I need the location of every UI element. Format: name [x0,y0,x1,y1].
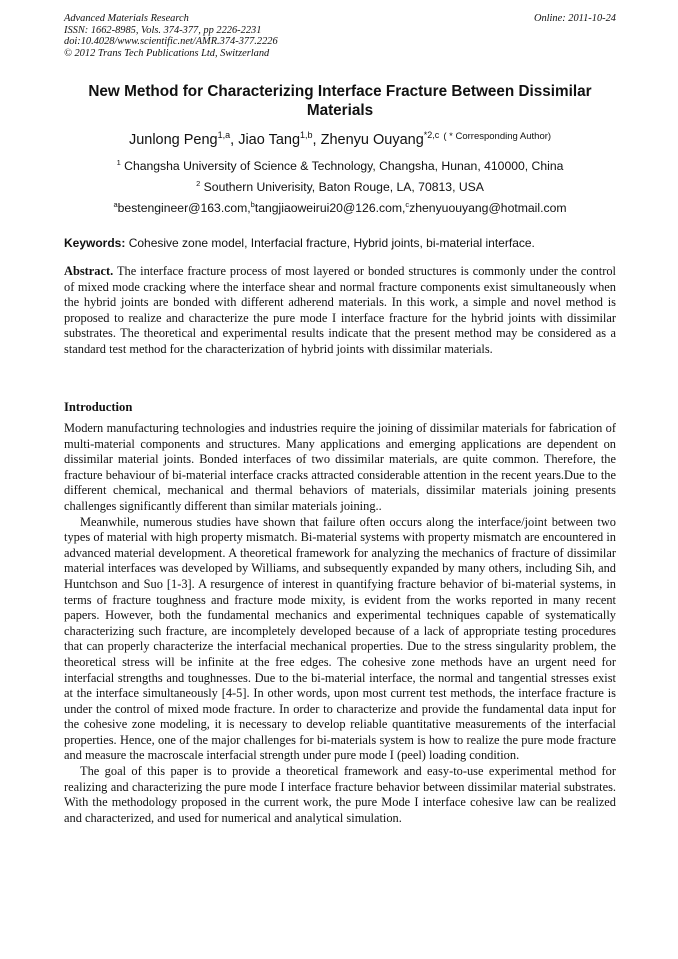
email-address: tangjiaoweirui20@126.com, [254,201,406,216]
author-name: Zhenyu Ouyang [320,131,424,148]
abstract-block [64,264,616,358]
keywords-line [64,236,616,250]
affiliation-2 [64,179,616,194]
corresponding-author-note: ( * Corresponding Author) [443,130,552,142]
abstract-text: The interface fracture process of most layered or bonded structures is commonly under the control of mixed mode cracking where the interface shear and normal fracture components exist simultaneously when the hybrid joints are bonded with different adherend materials. In this work, a simple and novel method is proposed to realize and characterize the pure mode I interface fracture for the hybrid joints with dissimilar substrates. The theoretical and experimental results indicate that the present method may be considered as a standard test method for the characterization of hybrid joints with dissimilar materials. [64,264,616,356]
affiliation-superscript: 2 [196,179,201,188]
email-address: bestengineer@163.com, [117,201,251,216]
author-superscript: 1,b [300,130,313,140]
journal-name: Advanced Materials Research [64,13,189,24]
email-superscript: b [250,200,255,209]
paragraph: The goal of this paper is to provide a theoretical framework and easy-to-use experimental method for realizing and characterizing the pure mode I interface fracture behavior between dissimilar material substrates. With the methodology proposed in the current work, the pure Mode I interface cohesive law can be realized and characterized, and used for numerical and analytical simulation. [64,764,616,825]
author-name: Jiao Tang [238,131,301,148]
doi-line: doi:10.4028/www.scientific.net/AMR.374-377.2226 [64,36,278,47]
introduction-body [64,421,616,826]
paragraph: Modern manufacturing technologies and industries require the joining of dissimilar materials for fabrication of multi-material components and structures. Many applications and emerging applications are dependent on dissimilar material joints. Bonded interfaces of two dissimilar materials, are quite common. Therefore, the fracture behaviour of bi-material interface cracks attracted considerable attention in the recent years.Due to the different chemical, mechanical and thermal behaviors of materials, dissimilar materials joining presents challenges significantly different than similar materials joining.. [64,421,616,513]
paragraph: Meanwhile, numerous studies have shown that failure often occurs along the interface/joint between two types of material with high property mismatch. Bi-material systems with property mismatch are encountered in advanced material development. A theoretical framework for analyzing the mechanics of fracture of dissimilar material interfaces was developed by Williams, and subsequently expanded by many others, including Sih, and Huntchson and Suo [1-3]. A resurgence of interest in quantifying fracture behavior of bi-material systems, in terms of fracture toughness and fracture mode mixity, is evident from the works reported in many recent papers. However, both the fundamental mechanics and experimental techniques capable of systematically characterizing such fracture, are incompletely developed because of a lack of appropriate testing procedures that can properly characterize the interfacial mechanical properties. Due to the stress singularity problem, the theoretical stress will be infinite at the free edges. The cohesive zone methods have an urgent need for interfacial strengths and toughnesses. Due to the bi-material interface, the normal and tangential stresses exist at the interface simultaneously [4-5]. In other words, upon most current test methods, the interface fracture is under the control of mixed mode fracture. In order to characterize and provide the fundamental data input for the cohesive zone modeling, it is necessary to develop reliable quantitative measurements of the interfacial properties. Hence, one of the major challenges for bi-materials system is how to realize the pure mode fracture and measure the macroscale interfacial strength under pure mode I (peel) loading condition. [64,514,616,763]
author-superscript: *2,c [423,130,440,140]
email-superscript: c [405,200,410,209]
keywords-label: Keywords: [64,236,126,250]
affiliation-1 [64,158,616,173]
abstract-label: Abstract. [64,264,114,278]
author-list: Junlong Peng$^{1,a}$, Jiao Tang$^{1,b}$, Zhenyu Ouyang$^{*2,c}$ $^{( * Corresponding Author)}$ [128,130,552,148]
online-date: Online: 2011-10-24 [533,13,616,24]
affiliation-text: Changsha University of Science & Technology, Changsha, Hunan, 410000, China [124,159,564,174]
email-line [64,200,616,215]
issn-line: ISSN: 1662-8985, Vols. 374-377, pp 2226-2231 [64,24,262,36]
author-superscript: 1,a [217,130,231,140]
affiliation-text: Southern Univerisity, Baton Rouge, LA, 70813, USA [203,180,484,195]
keywords-text: Cohesive zone model, Interfacial fracture, Hybrid joints, bi-material interface. [125,236,535,250]
affiliation-superscript: 1 [116,158,121,167]
author-name: Junlong Peng [128,131,218,148]
journal-header [64,13,616,59]
email-superscript: a [113,200,118,209]
paper-title: New Method for Characterizing Interface Fracture Between Dissimilar Materials [88,83,592,119]
email-address: zhenyuouyang@hotmail.com [409,201,567,216]
copyright-line: © 2012 Trans Tech Publications Ltd, Switzerland [64,47,270,59]
section-heading: Introduction [64,400,133,414]
